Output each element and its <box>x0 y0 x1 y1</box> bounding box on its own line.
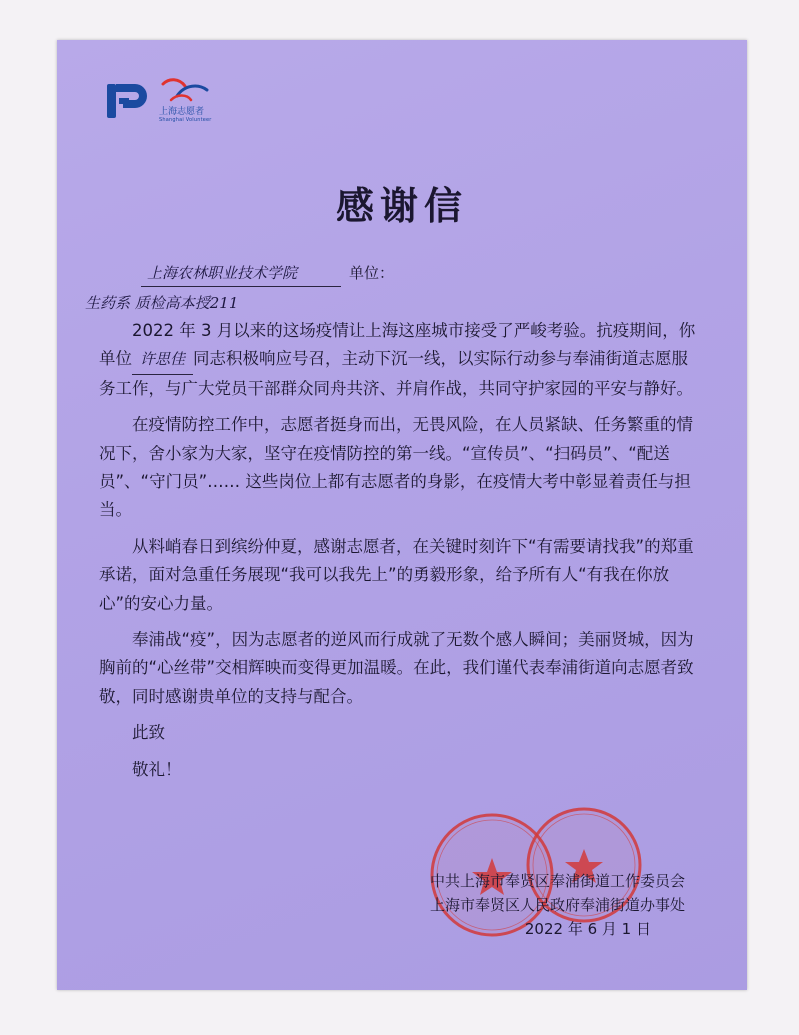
signature-government-office: 上海市奉贤区人民政府奉浦街道办事处 <box>429 896 685 914</box>
signature-date: 2022 年 6 月 1 日 <box>524 920 651 938</box>
volunteer-name-handwritten: 许思佳 <box>132 345 193 374</box>
paragraph-1-part-b: 同志积极响应号召，主动下沉一线，以实际行动参与奉浦街道志愿服务工作，与广大党员干部群众同舟共济、并肩作战，共同守护家园的平安与静好。 <box>99 349 693 398</box>
paragraph-1 <box>99 317 697 403</box>
logo-english-text: Shanghai Volunteer <box>159 117 212 123</box>
signature-party-committee: 中共上海市奉贤区奉浦街道工作委员会 <box>429 872 685 890</box>
letter-paper <box>57 40 747 990</box>
unit-label: 单位： <box>349 264 395 282</box>
recipient-underline <box>141 286 341 287</box>
closing-jingli: 敬礼！ <box>132 759 182 779</box>
paragraph-4: 奉浦战“疫”，因为志愿者的逆风而行成就了无数个感人瞬间；美丽贤城，因为胸前的“心丝带”交相辉映而变得更加温暖。在此，我们谨代表奉浦街道向志愿者致敬，同时感谢贵单位的支持与配合。 <box>99 630 694 706</box>
letter-title: 感谢信 <box>335 183 468 228</box>
volunteer-f-logo-icon <box>105 78 149 122</box>
paragraph-2: 在疫情防控工作中，志愿者挺身而出，无畏风险，在人员紧缺、任务繁重的情况下，舍小家为大家，坚守在疫情防控的第一线。“宣传员”、“扫码员”、“配送员”、“守门员”…… 这些岗位上都有志愿者的身影，在疫情大考中彰显着责任与担当。 <box>99 415 693 520</box>
closing-cizhi: 此致 <box>132 723 165 743</box>
recipient-school-handwritten: 上海农林职业技术学院 <box>147 264 298 282</box>
recipient-class-handwritten: 生药系 质检高本授211 <box>85 294 239 312</box>
logo-chinese-text: 上海志愿者 <box>159 107 205 117</box>
paragraph-1-part-a: 2022 年 3 月以来的这场疫情让上海这座城市接受了严峻考验。抗疫期间，你单位 <box>99 321 696 369</box>
letter-body <box>99 317 697 792</box>
paragraph-3: 从料峭春日到缤纷仲夏，感谢志愿者，在关键时刻许下“有需要请找我”的郑重承诺，面对急重任务展现“我可以我先上”的勇毅形象，给予所有人“有我在你放心”的安心力量。 <box>99 536 694 613</box>
